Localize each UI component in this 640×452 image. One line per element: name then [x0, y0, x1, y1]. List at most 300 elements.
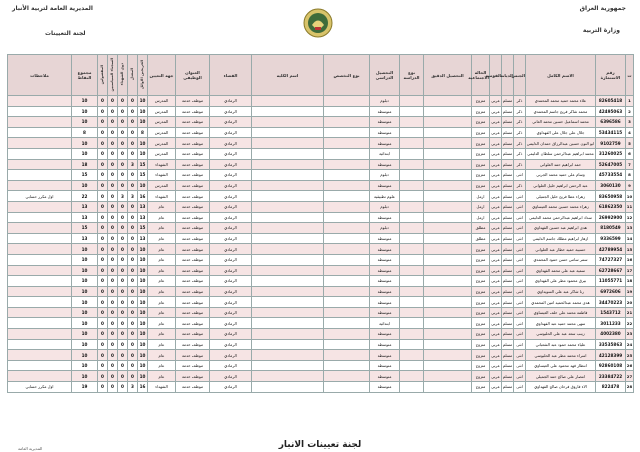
table-cell: 0	[98, 360, 108, 371]
table-cell: موظف خدمة	[176, 159, 210, 170]
table-cell: عام	[148, 212, 176, 223]
table-cell: 0	[108, 318, 118, 329]
table-cell: 0	[98, 96, 108, 107]
table-cell: 10	[626, 191, 634, 202]
table-cell: 10	[138, 117, 148, 128]
table-row	[8, 244, 634, 255]
table-cell: عربي	[490, 106, 502, 117]
table-cell: 23	[626, 329, 634, 340]
table-cell	[252, 106, 324, 117]
table-cell: 10	[138, 307, 148, 318]
table-cell: 0	[128, 350, 138, 361]
table-cell: انثى	[514, 286, 526, 297]
column-header	[252, 55, 324, 96]
table-cell: 34470223	[596, 297, 626, 308]
table-cell: عام	[148, 339, 176, 350]
table-cell: انثى	[514, 276, 526, 287]
table-cell: 10	[72, 318, 98, 329]
table-cell: 0	[108, 180, 118, 191]
table-cell: مطلق	[472, 223, 490, 234]
table-cell: المدرس	[148, 148, 176, 159]
table-cell: موظف خدمة	[176, 265, 210, 276]
table-cell: موظف خدمة	[176, 96, 210, 107]
table-cell: متزوج	[472, 170, 490, 181]
table-cell: 18	[626, 276, 634, 287]
table-cell	[252, 339, 324, 350]
table-cell: متزوج	[472, 276, 490, 287]
table-cell: 0	[118, 127, 128, 138]
table-cell: 10	[138, 254, 148, 265]
table-cell: 0	[128, 138, 138, 149]
table-cell	[8, 170, 72, 181]
table-cell	[324, 254, 370, 265]
table-cell: متزوج	[472, 360, 490, 371]
table-cell	[324, 318, 370, 329]
table-cell: ابتدائية	[370, 148, 400, 159]
table-cell	[324, 276, 370, 287]
table-cell: 10	[72, 276, 98, 287]
table-cell: 0	[118, 254, 128, 265]
table-cell: متوسطة	[370, 339, 400, 350]
table-cell: محمد ابراهيم عبدالرحمن سلطان الدليمي	[526, 148, 596, 159]
table-cell: 0	[118, 371, 128, 382]
table-cell: 0	[98, 212, 108, 223]
column-header-label: القضاء	[223, 72, 238, 78]
table-cell	[252, 117, 324, 128]
table-cell: متوسطة	[370, 127, 400, 138]
table-cell	[8, 329, 72, 340]
table-cell: موظف خدمة	[176, 318, 210, 329]
table-cell: 9102759	[596, 138, 626, 149]
table-cell	[8, 201, 72, 212]
table-cell: 8	[72, 127, 98, 138]
table-cell	[252, 382, 324, 393]
table-cell: مطلق	[472, 233, 490, 244]
table-row	[8, 223, 634, 234]
table-cell	[252, 223, 324, 234]
table-cell: 0	[98, 318, 108, 329]
table-cell: 45733554	[596, 170, 626, 181]
table-cell: عام	[148, 223, 176, 234]
table-cell: انثى	[514, 223, 526, 234]
table-cell	[400, 350, 424, 361]
table-cell: عربي	[490, 339, 502, 350]
table-cell: حسيبة حميد خطار عبد العلواني	[526, 244, 596, 255]
table-cell: عربي	[490, 233, 502, 244]
table-cell: ذكر	[514, 159, 526, 170]
table-cell: موظف خدمة	[176, 138, 210, 149]
column-header	[72, 55, 98, 96]
table-cell: مسلم	[502, 382, 514, 393]
table-cell: هدى ابراهيم عبد حسين الفهداوي	[526, 223, 596, 234]
table-cell	[252, 350, 324, 361]
column-header-label: نوع الدراسة	[403, 70, 420, 80]
table-cell: مسلم	[502, 350, 514, 361]
table-cell: 10	[72, 106, 98, 117]
table-cell: مسلم	[502, 170, 514, 181]
table-cell: مسلم	[502, 191, 514, 202]
table-cell: اول مكرر حسابي	[8, 382, 72, 393]
table-row	[8, 360, 634, 371]
table-cell: زينب سعد عبد علي الحلبوسي	[526, 329, 596, 340]
table-cell: 10	[72, 138, 98, 149]
column-header	[626, 55, 634, 96]
table-cell: موظف خدمة	[176, 180, 210, 191]
table-cell	[400, 307, 424, 318]
table-cell: موظف خدمة	[176, 244, 210, 255]
table-cell: ذكر	[514, 127, 526, 138]
table-cell: انثى	[514, 244, 526, 255]
column-header-label: اسم الكلية	[276, 72, 299, 78]
table-cell: الرمادي	[210, 254, 252, 265]
table-cell	[252, 265, 324, 276]
table-cell: 15	[626, 244, 634, 255]
table-cell: المدرس	[148, 106, 176, 117]
column-header	[370, 55, 400, 96]
table-cell: متوسطة	[370, 276, 400, 287]
table-row	[8, 180, 634, 191]
table-cell: مسلم	[502, 254, 514, 265]
table-cell	[8, 106, 72, 117]
table-cell	[8, 233, 72, 244]
table-row	[8, 127, 634, 138]
table-cell: 0	[98, 276, 108, 287]
table-row	[8, 254, 634, 265]
table-cell: 16	[626, 254, 634, 265]
table-cell	[324, 350, 370, 361]
table-cell: 12	[626, 212, 634, 223]
table-cell	[424, 297, 472, 308]
table-cell: 6	[626, 148, 634, 159]
appointments-table	[7, 54, 633, 393]
table-cell	[400, 297, 424, 308]
table-cell: موظف خدمة	[176, 191, 210, 202]
table-cell: 0	[98, 117, 108, 128]
table-cell: 0	[118, 318, 128, 329]
table-cell: 10	[72, 360, 98, 371]
table-cell: 0	[98, 170, 108, 181]
table-cell: متزوج	[472, 382, 490, 393]
table-cell: 0	[98, 307, 108, 318]
table-cell: متوسطة	[370, 180, 400, 191]
table-cell	[400, 191, 424, 202]
table-cell: متوسطة	[370, 329, 400, 340]
table-cell: 10	[72, 180, 98, 191]
table-cell: الرمادي	[210, 276, 252, 287]
table-cell	[400, 159, 424, 170]
table-cell: 0	[108, 233, 118, 244]
table-cell: 0	[128, 307, 138, 318]
table-cell: عربي	[490, 170, 502, 181]
table-cell: 7	[626, 159, 634, 170]
table-cell: عام	[148, 201, 176, 212]
table-cell: 0	[128, 180, 138, 191]
table-row	[8, 371, 634, 382]
table-cell: 3	[128, 382, 138, 393]
table-cell: موظف خدمة	[176, 307, 210, 318]
table-cell: 0	[108, 329, 118, 340]
table-row	[8, 106, 634, 117]
table-cell: 3	[128, 159, 138, 170]
table-cell	[324, 201, 370, 212]
table-cell: متزوج	[472, 286, 490, 297]
column-header	[468, 55, 490, 96]
table-cell: عربي	[490, 382, 502, 393]
table-cell	[424, 371, 472, 382]
table-cell: 0	[118, 159, 128, 170]
table-cell	[424, 286, 472, 297]
table-cell: 23384722	[596, 371, 626, 382]
table-cell: الرمادي	[210, 223, 252, 234]
table-cell	[324, 159, 370, 170]
table-cell: 0	[128, 106, 138, 117]
table-cell: عربي	[490, 201, 502, 212]
table-cell	[8, 265, 72, 276]
column-header-label: الجنس	[511, 72, 525, 78]
table-cell: 3	[118, 191, 128, 202]
column-header-label: مجموع النقاط	[77, 70, 92, 80]
table-row	[8, 117, 634, 128]
table-cell	[8, 244, 72, 255]
table-cell: مسلم	[502, 244, 514, 255]
table-cell: 14	[626, 233, 634, 244]
table-cell: 0	[128, 170, 138, 181]
table-cell: اسراء محمد مطر عبد الحلبوسي	[526, 350, 596, 361]
table-cell: 0	[108, 244, 118, 255]
table-cell: عربي	[490, 307, 502, 318]
table-cell: متزوج	[472, 329, 490, 340]
table-row	[8, 265, 634, 276]
table-cell: 0	[108, 307, 118, 318]
table-cell: عام	[148, 360, 176, 371]
table-cell	[424, 244, 472, 255]
table-cell: 0	[118, 180, 128, 191]
table-cell: 10	[72, 254, 98, 265]
table-cell: الرمادي	[210, 201, 252, 212]
table-cell: 0	[98, 138, 108, 149]
table-cell: 3	[128, 191, 138, 202]
table-cell: انتظار فهد محمود علي العيساوي	[526, 360, 596, 371]
table-cell: 1543712	[596, 307, 626, 318]
table-cell: انثى	[514, 329, 526, 340]
table-cell	[424, 276, 472, 287]
table-cell: الرمادي	[210, 297, 252, 308]
table-cell: متزوج	[472, 371, 490, 382]
table-cell	[324, 265, 370, 276]
table-cell	[8, 117, 72, 128]
table-cell	[252, 191, 324, 202]
table-cell: مسلم	[502, 286, 514, 297]
table-cell: موظف خدمة	[176, 297, 210, 308]
table-cell	[324, 371, 370, 382]
table-cell: 0	[118, 96, 128, 107]
table-cell	[8, 276, 72, 287]
table-cell: 0	[118, 117, 128, 128]
table-cell: 3	[626, 117, 634, 128]
table-cell	[400, 329, 424, 340]
table-cell: 10	[72, 96, 98, 107]
table-row	[8, 350, 634, 361]
table-cell: 9	[626, 180, 634, 191]
table-cell: ذكر	[514, 148, 526, 159]
table-cell: موظف خدمة	[176, 212, 210, 223]
table-cell: دبلوم	[370, 223, 400, 234]
table-cell	[400, 117, 424, 128]
table-cell	[252, 127, 324, 138]
table-cell: 10	[138, 244, 148, 255]
table-cell: الاء فاروق فرحان صالح الفهداوي	[526, 382, 596, 393]
table-cell: 0	[108, 127, 118, 138]
table-cell: عربي	[490, 286, 502, 297]
table-cell: متزوج	[472, 148, 490, 159]
table-cell: متزوج	[472, 96, 490, 107]
table-cell: انثى	[514, 265, 526, 276]
table-cell	[424, 339, 472, 350]
table-cell: 0	[108, 265, 118, 276]
table-cell: متوسطة	[370, 297, 400, 308]
table-cell: 0	[118, 329, 128, 340]
table-cell: 13	[72, 201, 98, 212]
table-cell: عربي	[490, 223, 502, 234]
table-cell: 15	[138, 223, 148, 234]
table-cell	[424, 360, 472, 371]
table-cell: جلال علي جلال علي الفهداوي	[526, 127, 596, 138]
table-cell: 10	[138, 180, 148, 191]
table-cell: موظف خدمة	[176, 371, 210, 382]
table-cell: ذكر	[514, 138, 526, 149]
table-cell	[400, 360, 424, 371]
table-cell: سمية عبد علي محمد الفهداوي	[526, 265, 596, 276]
table-cell	[400, 148, 424, 159]
table-cell: عربي	[490, 117, 502, 128]
table-cell: متزوج	[472, 307, 490, 318]
table-cell: 0	[98, 265, 108, 276]
table-cell	[400, 371, 424, 382]
table-cell: 0	[128, 360, 138, 371]
table-cell: 10	[72, 297, 98, 308]
table-cell	[424, 329, 472, 340]
table-cell	[424, 96, 472, 107]
table-cell: 10	[72, 148, 98, 159]
table-cell: 9336599	[596, 233, 626, 244]
table-row	[8, 276, 634, 287]
table-cell	[324, 191, 370, 202]
table-cell: 0	[118, 265, 128, 276]
table-cell: 22	[72, 191, 98, 202]
table-cell: 0	[118, 212, 128, 223]
table-cell: الرمادي	[210, 117, 252, 128]
table-cell: عربي	[490, 254, 502, 265]
table-cell: 26	[626, 360, 634, 371]
table-cell: دبلوم	[370, 96, 400, 107]
table-cell	[400, 127, 424, 138]
table-cell: مسلم	[502, 360, 514, 371]
table-cell: مسلم	[502, 212, 514, 223]
column-header	[98, 55, 108, 96]
table-cell: عربي	[490, 329, 502, 340]
table-row	[8, 148, 634, 159]
table-cell: موظف خدمة	[176, 117, 210, 128]
table-cell: 92860108	[596, 360, 626, 371]
table-cell	[252, 360, 324, 371]
table-cell: المدرس	[148, 117, 176, 128]
table-cell: 10	[72, 244, 98, 255]
column-header	[128, 55, 138, 96]
table-cell: 8	[138, 127, 148, 138]
table-cell: 0	[128, 201, 138, 212]
table-cell: 0	[118, 201, 128, 212]
table-cell: 0	[108, 350, 118, 361]
table-cell: متزوج	[472, 318, 490, 329]
table-cell: 0	[128, 254, 138, 265]
table-cell	[8, 96, 72, 107]
column-header-label: السجناء السياسيين	[110, 57, 114, 92]
table-cell: 822478	[596, 382, 626, 393]
column-header-label: المفصولين	[100, 64, 104, 85]
table-cell: 0	[128, 96, 138, 107]
table-cell: 4002380	[596, 329, 626, 340]
table-cell: مسلم	[502, 276, 514, 287]
table-cell: 0	[118, 297, 128, 308]
table-cell: متوسطة	[370, 159, 400, 170]
table-cell: المدرس	[148, 138, 176, 149]
table-cell: 0	[108, 170, 118, 181]
table-cell: 0	[118, 170, 128, 181]
table-cell: عربي	[490, 191, 502, 202]
iraq-emblem-icon	[303, 8, 333, 38]
table-cell: 10	[138, 371, 148, 382]
table-cell: الرمادي	[210, 371, 252, 382]
table-cell: عام	[148, 350, 176, 361]
table-cell: الرمادي	[210, 360, 252, 371]
header-committee: لجنة التعيينات	[45, 30, 86, 37]
table-cell: 3060130	[596, 180, 626, 191]
table-cell: 13	[72, 233, 98, 244]
table-cell: عربي	[490, 212, 502, 223]
table-cell: 0	[118, 307, 128, 318]
column-header-label: نوع التخصص	[333, 72, 360, 78]
table-cell: ابتدائية	[370, 318, 400, 329]
table-cell: 0	[98, 148, 108, 159]
table-cell: الرمادي	[210, 382, 252, 393]
table-cell: 42495063	[596, 106, 626, 117]
table-cell: 0	[128, 212, 138, 223]
table-cell: عربي	[490, 96, 502, 107]
table-cell: انثى	[514, 382, 526, 393]
table-cell: 16	[138, 191, 148, 202]
table-cell	[252, 297, 324, 308]
table-cell: 28	[626, 382, 634, 393]
table-cell: 10	[72, 350, 98, 361]
table-cell: 11055771	[596, 276, 626, 287]
table-cell	[400, 170, 424, 181]
table-cell: 13	[138, 233, 148, 244]
table-cell: 0	[118, 244, 128, 255]
table-cell	[8, 159, 72, 170]
table-cell: 0	[118, 339, 128, 350]
table-cell: 53434115	[596, 127, 626, 138]
table-cell: 22	[626, 318, 634, 329]
table-cell: المدرس	[148, 127, 176, 138]
header-country: جمهورية العراق	[579, 5, 626, 12]
table-cell: الشهداء	[148, 191, 176, 202]
table-cell	[324, 339, 370, 350]
table-cell: الرمادي	[210, 265, 252, 276]
table-cell: متوسطة	[370, 254, 400, 265]
table-cell: مسلم	[502, 117, 514, 128]
table-row	[8, 159, 634, 170]
table-cell: 26992900	[596, 212, 626, 223]
